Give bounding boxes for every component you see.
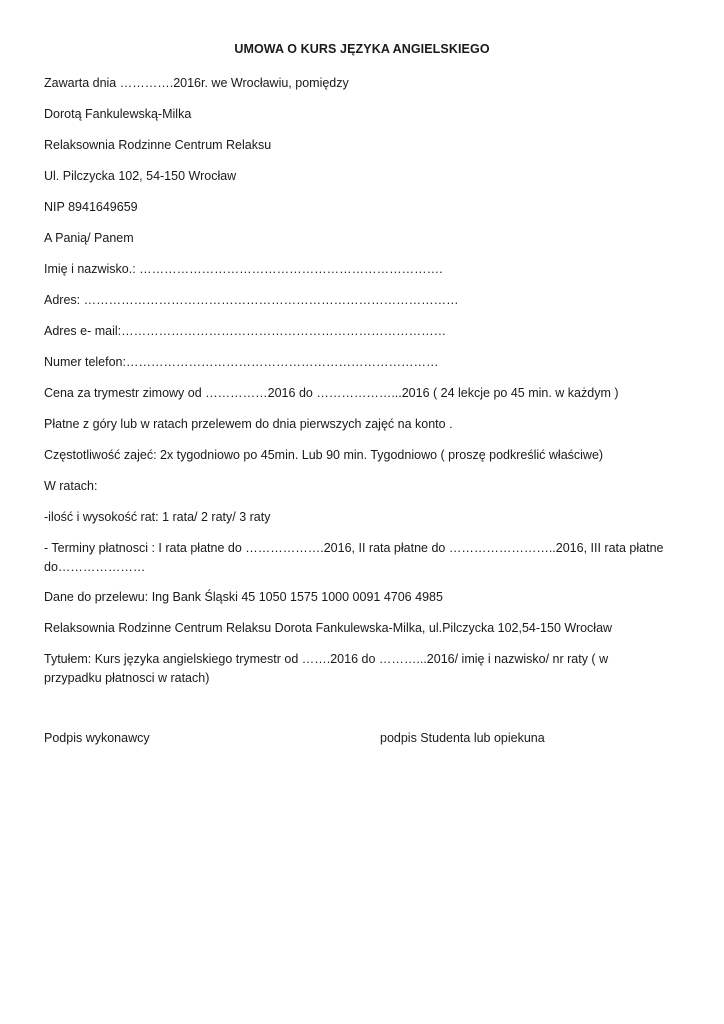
frequency-line: Częstotliwość zajeć: 2x tygodniowo po 45min. Lub 90 min. Tygodniowo ( proszę podkreślić właściwe) (44, 448, 604, 462)
party-name: Dorotą Fankulewską-Milka (44, 107, 192, 121)
price-line: Cena za trymestr zimowy od ……………2016 do ………………...2016 ( 24 lekcje po 45 min. w każdym ) (44, 386, 619, 400)
contract-date-line: Zawarta dnia ………….2016r. we Wrocławiu, pomiędzy (44, 76, 349, 90)
payment-terms: Płatne z góry lub w ratach przelewem do dnia pierwszych zajęć na konto . (44, 417, 453, 431)
party-address: Ul. Pilczycka 102, 54-150 Wrocław (44, 169, 237, 183)
student-signature-label: podpis Studenta lub opiekuna (380, 731, 545, 745)
contractor-signature-label: Podpis wykonawcy (44, 731, 150, 745)
recipient-details: Relaksownia Rodzinne Centrum Relaksu Dorota Fankulewska-Milka, ul.Pilczycka 102,54-150 Wrocław (44, 621, 613, 635)
bank-details: Dane do przelewu: Ing Bank Śląski 45 1050 1575 1000 0091 4706 4985 (44, 590, 443, 604)
client-address-field: Adres: ……………………………………………………………………………… (44, 293, 459, 307)
party-company: Relaksownia Rodzinne Centrum Relaksu (44, 138, 272, 152)
client-name-field: Imię i nazwisko.: ………………………………………………………………. (44, 262, 443, 276)
client-phone-field: Numer telefon:………………………………………………………………… (44, 355, 439, 369)
client-email-field: Adres e- mail:…………………………………………………………………… (44, 324, 447, 338)
installments-count: -ilość i wysokość rat: 1 rata/ 2 raty/ 3 raty (44, 510, 271, 524)
transfer-title: Tytułem: Kurs języka angielskiego trymestr od …….2016 do ………...2016/ imię i nazwisko/ nr raty ( w przypadku płatnosci w ratach) (44, 652, 609, 685)
client-intro: A Panią/ Panem (44, 231, 134, 245)
party-nip: NIP 8941649659 (44, 200, 138, 214)
document-title: UMOWA O KURS JĘZYKA ANGIELSKIEGO (234, 42, 490, 56)
installment-deadlines: - Terminy płatnosci : I rata płatne do ……………….2016, II rata płatne do ……………………..2016, III rata płatne do………………… (44, 541, 664, 574)
installments-heading: W ratach: (44, 479, 98, 493)
